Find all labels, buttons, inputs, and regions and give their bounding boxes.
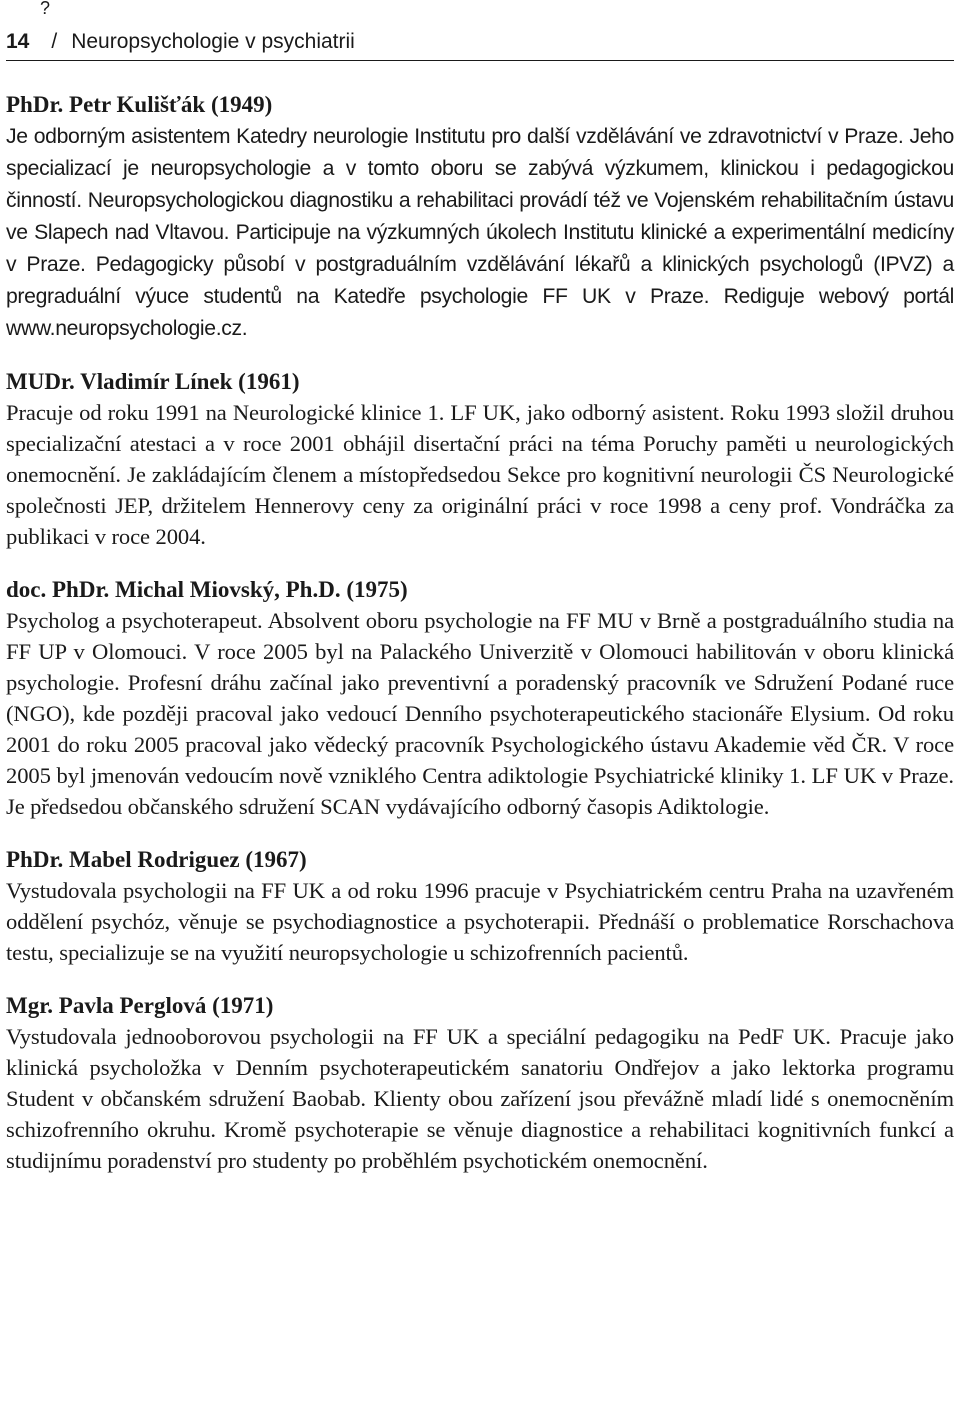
bio-name: Mgr. Pavla Perglová (1971) [6, 993, 274, 1018]
bio-name: PhDr. Mabel Rodriguez (1967) [6, 847, 307, 872]
page-header [6, 22, 954, 61]
bio-name: PhDr. Petr Kulišťák (1949) [6, 92, 273, 117]
bio-text: Je odborným asistentem Katedry neurologie Institutu pro další vzdělávání ve zdravotnictví v Praze. Jeho specializací je neuropsychologie a v tomto oboru se zabývá výzkumem, klinickou i pedagogickou činností. Neuropsychologickou diagnostiku a rehabilitaci provádí též ve Vojenském rehabilitačním ústavu ve Slapech nad Vltavou. Participuje na výzkumných úkolech Institutu klinické a experimentální medicíny v Praze. Pedagogicky působí v postgraduálním vzdělávání lékařů a klinických psychologů (IPVZ) a pregraduální výuce studentů na Katedře psychologie FF UK v Praze. Rediguje webový portál www.neuropsychologie.cz. [6, 125, 954, 340]
bio-entry [6, 90, 954, 344]
bio-name: MUDr. Vladimír Línek (1961) [6, 369, 300, 394]
bio-entry [6, 367, 954, 552]
bio-name: doc. PhDr. Michal Miovský, Ph.D. (1975) [6, 577, 408, 602]
header-separator: / [51, 30, 58, 53]
bio-text: Vystudovala jednooborovou psychologii na FF UK a speciální pedagogiku na PedF UK. Pracuje jako klinická psycholožka v Denním psychoterapeutickém sanatoriu Ondřejov a jako lektorka programu Student v občanském sdružení Baobab. Klienty obou zařízení jsou převážně mladí lidé s onemocněním schizofrenního okruhu. Kromě psychoterapie se věnuje diagnostice a rehabilitaci kognitivních funkcí a studijnímu poradenství pro studenty po proběhlém psychotickém onemocnění. [6, 1024, 954, 1173]
bio-text: Psycholog a psychoterapeut. Absolvent oboru psychologie na FF MU v Brně a postgraduálního studia na FF UP v Olomouci. V roce 2005 byl na Palackého Univerzitě v Olomouci habilitován v oboru klinická psychologie. Profesní dráhu začínal jako preventivní a poradenský pracovník ve Sdružení Podané ruce (NGO), kde později pracoval jako vedoucí Denního psychoterapeutického stacionáře Elysium. Od roku 2001 do roku 2005 pracoval jako vědecký pracovník Psychologického ústavu Akademie věd ČR. V roce 2005 byl jmenován vedoucím nově vzniklého Centra adiktologie Psychiatrické kliniky 1. LF UK v Praze. Je předsedou občanského sdružení SCAN vydávajícího odborný časopis Adiktologie. [6, 608, 954, 819]
bio-entry [6, 575, 954, 822]
bio-entry [6, 845, 954, 968]
bio-entry [6, 991, 954, 1176]
question-mark: ? [40, 0, 51, 18]
bio-text: Pracuje od roku 1991 na Neurologické klinice 1. LF UK, jako odborný asistent. Roku 1993 složil druhou specializační atestaci a v roce 2001 obhájil disertační práci na téma Poruchy paměti u neurologických onemocnění. Je zakládajícím členem a místopředsedou Sekce pro kognitivní neurologii ČS Neurologické společnosti JEP, držitelem Hennerovy ceny za originální práci v roce 1998 a ceny prof. Vondráčka za publikaci v roce 2004. [6, 400, 954, 549]
running-title: Neuropsychologie v psychiatrii [71, 30, 355, 53]
bios-list [6, 90, 954, 1199]
page-number: 14 [6, 30, 30, 53]
bio-text: Vystudovala psychologii na FF UK a od roku 1996 pracuje v Psychiatrickém centru Praha na uzavřeném oddělení psychóz, věnuje se psychodiagnostice a psychoterapii. Přednáší o problematice Rorschachova testu, specializuje se na využití neuropsychologie u schizofrenních pacientů. [6, 878, 954, 965]
